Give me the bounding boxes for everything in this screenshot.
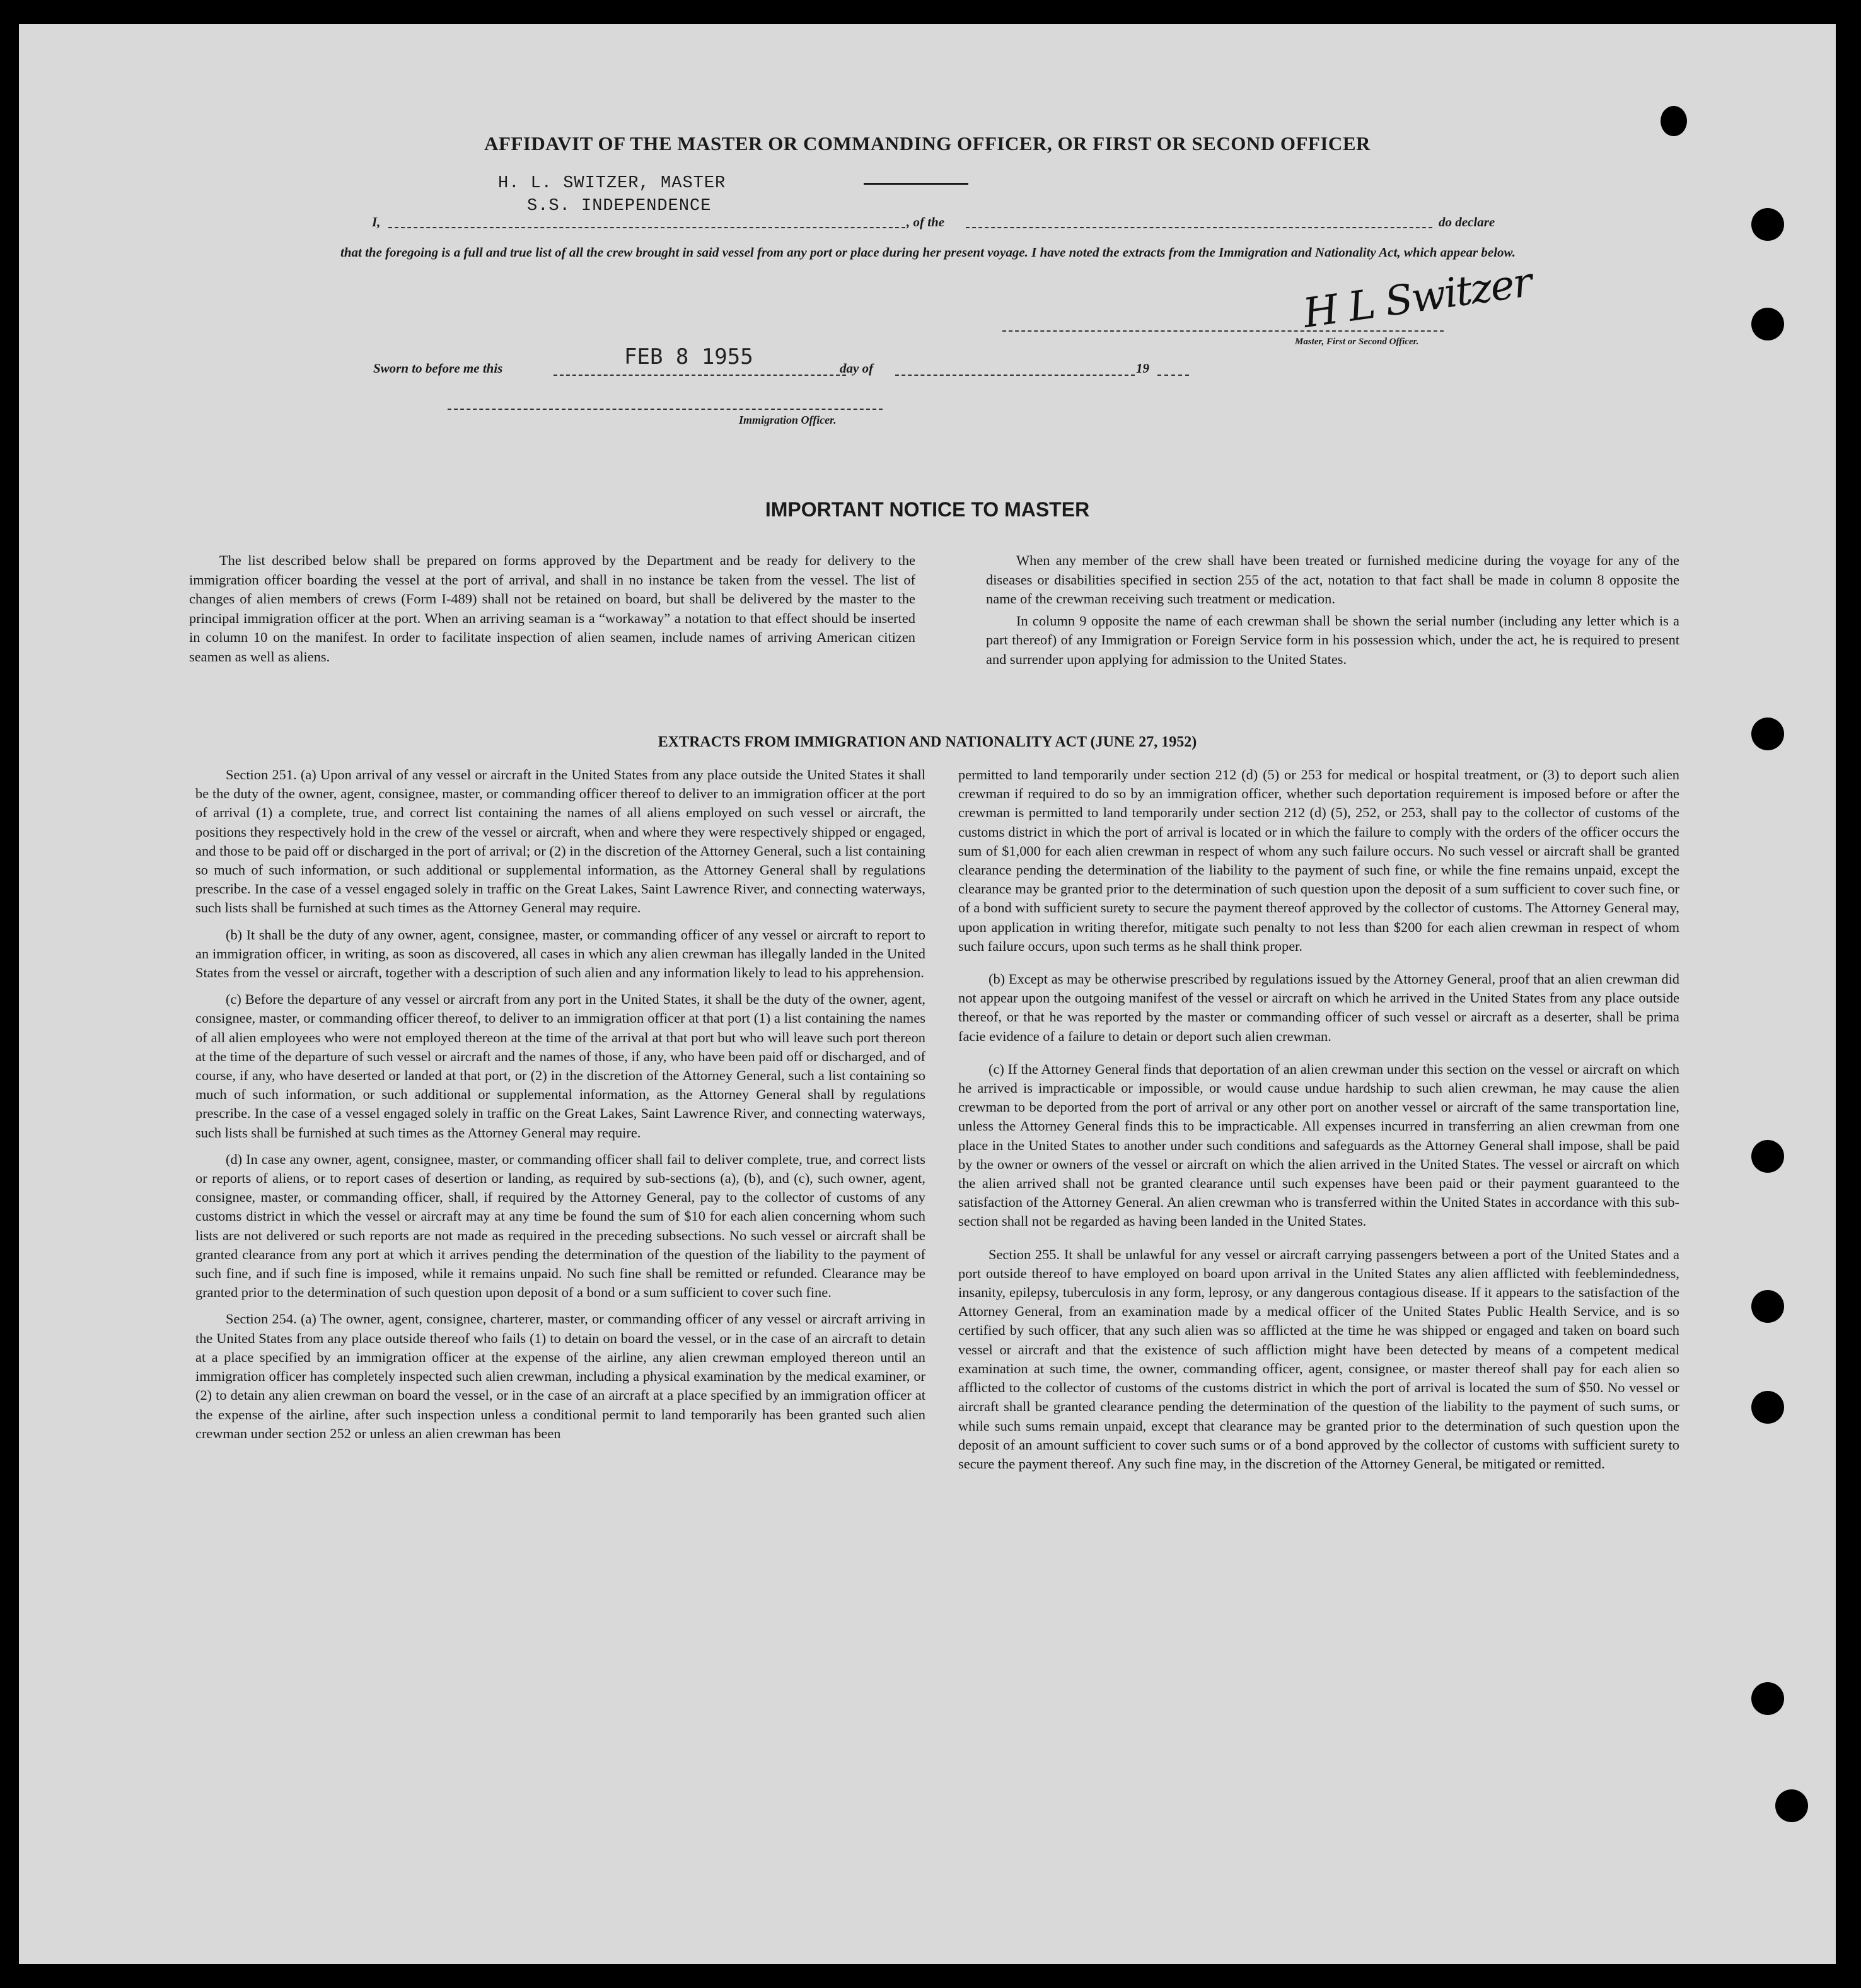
immigration-officer-caption: Immigration Officer. (739, 414, 837, 426)
section-254-b: (b) Except as may be otherwise prescribed by regulations issued by the Attorney General, proof that an alien crewman did not appear upon the outgoing manifest of the vessel or aircraft on which he arrived in the United States from any place outside thereof, or that he was reported by the master or commanding officer of such vessel or aircraft as a deserter, shall be prima facie evidence of a failure to detain or deport such alien crewman. (958, 971, 1679, 1044)
declaration-i-label: I, (372, 214, 381, 230)
section-254-a: Section 254. (a) The owner, agent, consignee, charterer, master, or commanding officer of any vessel or aircraft arriving in the United States from any place outside thereof who fails (1) to detain on board the vessel, or in the case of an aircraft to detain at a place specified by an immigration officer at the expense of the airline, any alien crewman employed thereon until an immigration officer has completely inspected such alien crewman, including a physical examination by the medical examiner, or (2) to detain any alien crewman on board the vessel, or in the case of an aircraft at a place specified by an immigration officer at the expense of the airline, after such inspection unless a conditional permit to land temporarily has been granted such alien crewman under section 252 or unless an alien crewman has been (195, 1311, 925, 1441)
section-251-b: (b) It shall be the duty of any owner, agent, consignee, master, or commanding officer of any vessel or aircraft to report to an immigration officer, in writing, as soon as discovered, all cases in which any alien crewman has illegally landed in the United States from the vessel or aircraft, together with a description of such alien and any information likely to lead to his apprehension. (195, 926, 925, 981)
typed-vessel-name: S.S. INDEPENDENCE (527, 197, 712, 216)
punch-hole (1751, 1391, 1784, 1424)
punch-hole (1775, 1789, 1808, 1822)
section-251-a: Section 251. (a) Upon arrival of any vessel or aircraft in the United States from any place outside the United States it shall be the duty of the owner, agent, consignee, master, or commanding officer thereof to deliver to an immigration officer at the port of arrival (1) a complete, true, and correct list containing the names of all aliens employed on such vessel or aircraft, the positions they respectively hold in the crew of the vessel or aircraft, when and where they were respectively shipped or engaged, and those to be paid off or discharged in the port of arrival; or (2) in the discretion of the Attorney General, such a list containing so much of such information, or such additional or supplemental information, as the Attorney General shall by regulations prescribe. In the case of a vessel engaged solely in traffic on the Great Lakes, Saint Lawrence River, and connecting waterways, such lists shall be furnished at such times as the Attorney General may require. (195, 767, 925, 916)
master-signature: H L Switzer (1300, 259, 1534, 337)
vessel-blank-line (966, 227, 1432, 228)
notice-heading: IMPORTANT NOTICE TO MASTER (765, 498, 1090, 521)
day-of-label: day of (840, 361, 874, 376)
section-254-c: (c) If the Attorney General finds that deportation of an alien crewman under this section on the vessel or aircraft on which he arrived is impracticable or impossible, or would cause undue hardship to such alien crewman, he may cause the alien crewman to be deported from the port of arrival or any other port on another vessel or aircraft of the same transportation line, unless the Attorney General finds this to be impracticable. All expenses incurred in transferring an alien crewman from one place in the United States to another under such conditions and safeguards as the Attorney General shall impose, shall be paid by the owner or owners of the vessel or aircraft on which the alien arrived in the United States. The vessel or aircraft on which the alien arrived shall not be granted clearance until such expenses have been paid or their payment guaranteed to the satisfaction of the Attorney General. An alien crewman who is transferred within the United States in accordance with this sub-section shall not be regarded as having been landed in the United States. (958, 1061, 1679, 1229)
document-page (19, 24, 1836, 1964)
punch-hole (1751, 1140, 1784, 1173)
punch-hole (1751, 1682, 1784, 1715)
punch-hole (1661, 106, 1687, 136)
name-blank-line (388, 227, 905, 228)
sworn-date-line (554, 375, 846, 376)
notice-left-column (189, 551, 915, 675)
punch-hole (1751, 308, 1784, 340)
signature-line (1002, 330, 1444, 332)
declaration-of-the-label: , of the (907, 214, 945, 230)
date-stamp: FEB 8 1955 (624, 344, 753, 369)
title-divider (864, 183, 968, 185)
extracts-heading: EXTRACTS FROM IMMIGRATION AND NATIONALITY ACT (JUNE 27, 1952) (658, 734, 1197, 750)
year-blank-line (1157, 375, 1189, 376)
notice-right-paragraph-1: When any member of the crew shall have been treated or furnished medicine during the voyage for any of the diseases or disabilities specified in section 255 of the act, notation to that fact shall be made in column 8 opposite the name of the crewman receiving such treatment or medication. (986, 552, 1679, 607)
declaration-text: that the foregoing is a full and true list of all the crew brought in said vessel from any port or place during her present voyage. I have noted the extracts from the Immigration and Nationality Act, which appear below. (340, 245, 1516, 260)
signature-caption: Master, First or Second Officer. (1295, 337, 1419, 347)
do-declare-label: do declare (1439, 214, 1495, 230)
punch-hole (1751, 1290, 1784, 1323)
punch-hole (1751, 208, 1784, 241)
section-255: Section 255. It shall be unlawful for any vessel or aircraft carrying passengers between a port of the United States and a port outside thereof to have employed on board upon arrival in the United States any alien afflicted with feeblemindedness, insanity, epilepsy, tuberculosis in any form, leprosy, or any dangerous contagious disease. If it appears to the satisfaction of the Attorney General, from an examination made by a medical officer of the United States Public Health Service, and is so certified by such officer, that any such alien was so afflicted at the time he was shipped or engaged and taken on board such vessel or aircraft and that the existence of such affliction might have been detected by means of a competent medical examination at such time, the owner, commanding officer, agent, consignee, or master thereof shall pay for each alien so afflicted to the collector of customs of the customs district in which the port of arrival is located the sum of $50. No vessel or aircraft shall be granted clearance pending the determination of the question of the liability to the payment of such sums, or while such sums remain unpaid, except that clearance may be granted prior to the determination of such question upon the deposit of an amount sufficient to cover such sums or of a bond approved by the collector of customs with sufficient surety to secure the payment thereof. Any such fine may, in the discretion of the Attorney General, be mitigated or remitted. (958, 1246, 1679, 1472)
notice-right-paragraph-2: In column 9 opposite the name of each crewman shall be shown the serial number (including any letter which is a part thereof) of any Immigration or Foreign Service form in his possession which, under the act, he is required to present and surrender upon applying for admission to the United States. (986, 612, 1679, 667)
typed-master-name: H. L. SWITZER, MASTER (498, 174, 726, 193)
section-251-c: (c) Before the departure of any vessel or aircraft from any port in the United States, it shall be the duty of the owner, agent, consignee, master, or commanding officer thereof, to deliver to an immigration officer at that port (1) a list containing the names of all alien employees who were not employed thereon at the time of the arrival at that port but who will leave such port thereon at the time of the departure of such vessel or aircraft and the names of those, if any, who have been paid off or discharged, and of course, if any, who have deserted or landed at that port, or (2) in the discretion of the Attorney General, such a list containing so much of such information, or such additional or supplemental information, as the Attorney General shall by regulations prescribe. In the case of a vessel engaged solely in traffic on the Great Lakes, Saint Lawrence River, and connecting waterways, such lists shall be furnished at such times as the Attorney General may require. (195, 991, 925, 1141)
extracts-left-column (195, 765, 925, 1451)
sworn-label: Sworn to before me this (373, 361, 503, 376)
month-blank-line (895, 375, 1135, 376)
notice-left-paragraph: The list described below shall be prepared on forms approved by the Department and be ready for delivery to the immigration officer boarding the vessel at the port of arrival, and shall in no instance be taken from the vessel. The list of changes of alien members of crews (Form I-489) shall not be retained on board, but shall be delivered by the master to the principal immigration officer at the port. When an arriving seaman is a “workaway” a notation to that effect should be inserted in column 10 on the manifest. In order to facilitate inspection of alien seamen, include names of arriving American citizen seamen as well as aliens. (189, 552, 915, 665)
notice-right-column (986, 551, 1679, 677)
section-254-a-continued: permitted to land temporarily under section 212 (d) (5) or 253 for medical or hospital treatment, or (3) to deport such alien crewman if required to do so by an immigration officer, whether such deportation requirement is imposed before or after the crewman is permitted to land temporarily under section 212 (d) (5), 252, or 253, shall pay to the collector of customs of the customs district in which the port of arrival is located or in which the failure to comply with the orders of the officer occurs the sum of $1,000 for each alien crewman in respect of whom any such failure occurs. No such vessel or aircraft shall be granted clearance pending the determination of the liability to the payment of such fine, or while the fine remains unpaid, except the clearance may be granted prior to the determination of such question upon the deposit of a sum sufficient to cover such fine, or of a bond with sufficient surety to secure the payment thereof approved by the collector of customs. The Attorney General may, upon application in writing therefor, mitigate such penalty to not less than $200 for each alien crewman in respect of whom such failure occurs, upon such terms as he shall think proper. (958, 767, 1679, 954)
extracts-right-column (958, 765, 1679, 1481)
officer-signature-line (448, 409, 883, 410)
section-251-d: (d) In case any owner, agent, consignee, master, or commanding officer shall fail to deliver complete, true, and correct lists or reports of aliens, or to report cases of desertion or landing, as required by sub-sections (a), (b), and (c), such owner, agent, consignee, master, or commanding officer, shall, if required by the Attorney General, pay to the collector of customs of any customs district in which the vessel or aircraft may at any time be found the sum of $10 for each alien concerning whom such lists are not delivered or such reports are not made as required in the preceding subsections. No such vessel or aircraft shall be granted clearance from any port at which it arrives pending the determination of the question of the liability to the payment of such fine, and if such fine is imposed, while it remains unpaid. No such fine shall be remitted or refunded. Clearance may be granted prior to the determination of such question upon deposit of a bond or a sum sufficient to cover such fine. (195, 1151, 925, 1301)
year-prefix: 19 (1136, 361, 1149, 376)
affidavit-title: AFFIDAVIT OF THE MASTER OR COMMANDING OFFICER, OR FIRST OR SECOND OFFICER (484, 132, 1371, 154)
